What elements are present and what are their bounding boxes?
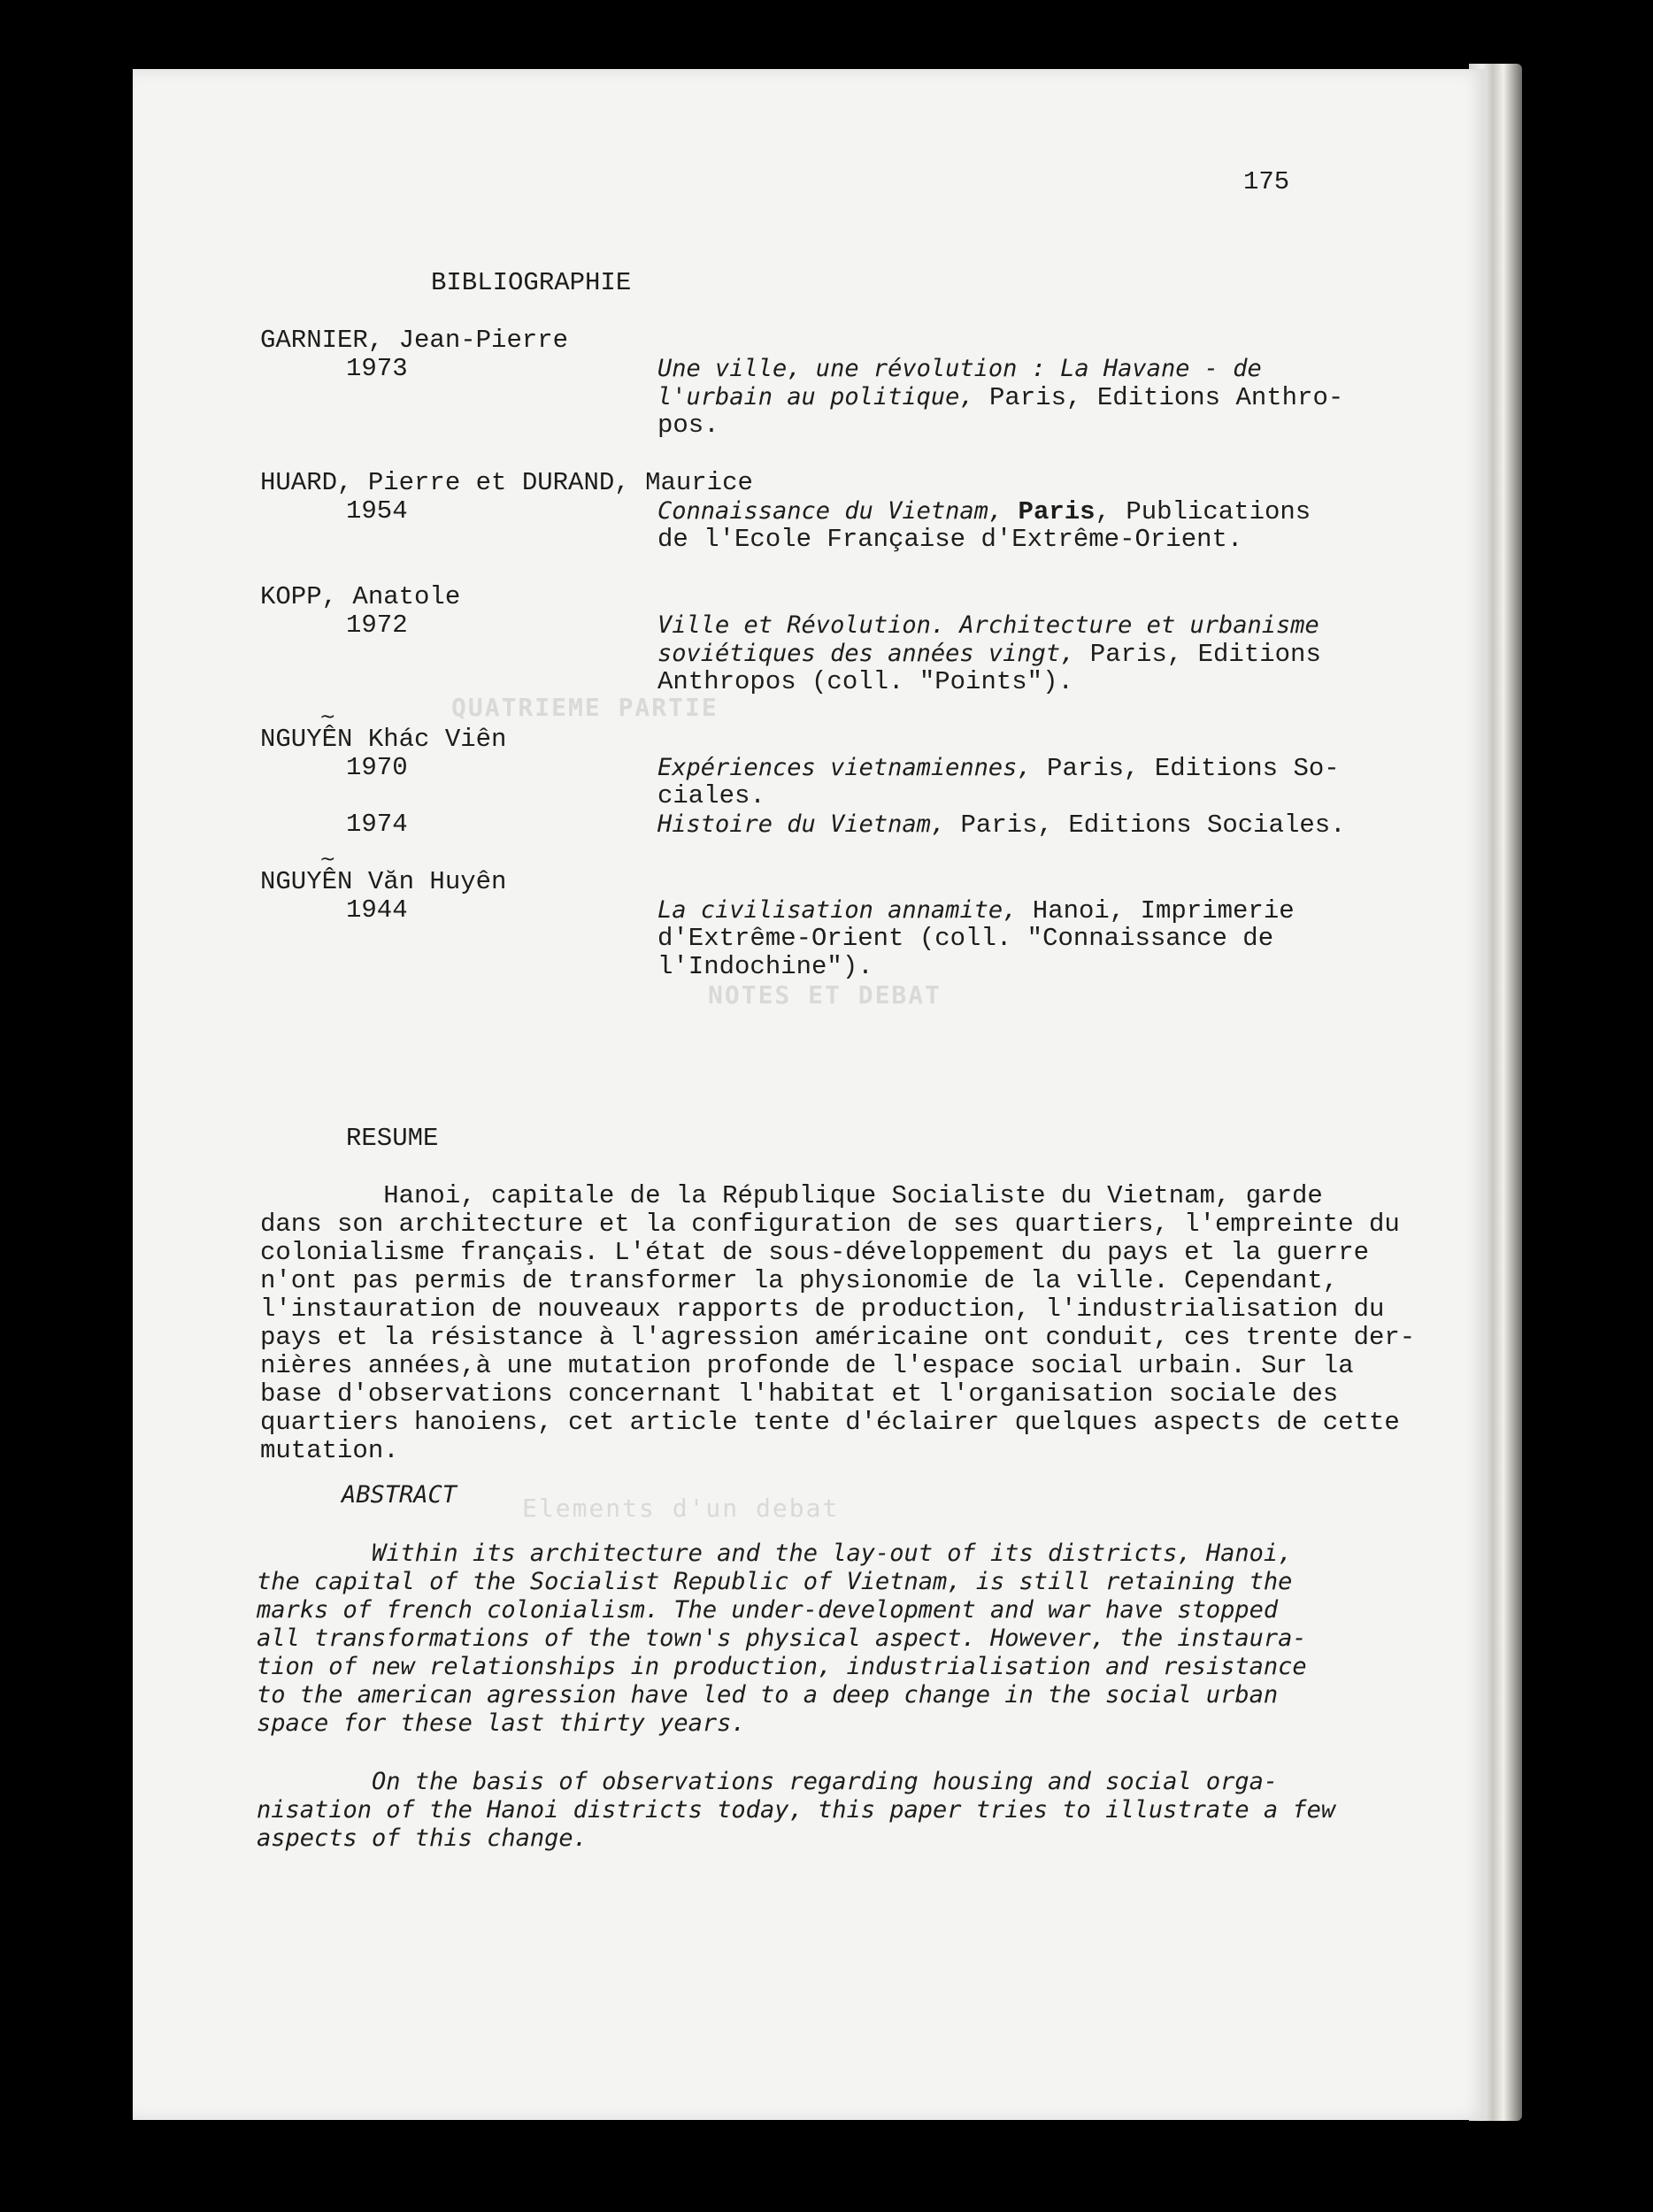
show-through-heading: NOTES ET DEBAT — [708, 980, 942, 1010]
bib-title-line: La civilisation annamite, Hanoi, Imprimerie — [657, 896, 1295, 926]
resume-line: Hanoi, capitale de la République Socialiste du Vietnam, garde — [260, 1181, 1323, 1210]
bib-title-line: Expériences vietnamiennes, Paris, Editions So- — [657, 754, 1340, 783]
bib-title-line: l'urbain au politique, Paris, Editions Anthro- — [657, 383, 1344, 412]
bib-year: 1974 — [346, 810, 408, 839]
bib-title-line: Histoire du Vietnam, Paris, Editions Sociales. — [657, 810, 1346, 840]
resume-title: RESUME — [346, 1124, 439, 1153]
bib-title-line: l'Indochine"). — [657, 952, 873, 981]
bib-year: 1954 — [346, 496, 408, 526]
bib-author: KOPP, Anatole — [260, 582, 461, 611]
resume-line: quartiers hanoiens, cet article tente d'éclairer quelques aspects de cette — [260, 1408, 1400, 1437]
abstract-line: all transformations of the town's physical aspect. However, the instaura- — [257, 1624, 1307, 1652]
bib-title-line: d'Extrême-Orient (coll. "Connaissance de — [657, 924, 1274, 953]
abstract-line: On the basis of observations regarding housing and social orga- — [257, 1768, 1279, 1795]
document-page — [133, 69, 1487, 2120]
abstract-line: tion of new relationships in production, industrialisation and resistance — [257, 1653, 1307, 1680]
abstract-line: to the american agression have led to a deep change in the social urban — [257, 1681, 1279, 1709]
show-through-heading: Elements d'un debat — [522, 1494, 840, 1523]
show-through-heading: QUATRIEME PARTIE — [451, 693, 719, 722]
bib-author: NGUYÊN Khác Viên — [260, 725, 507, 754]
page-number: 175 — [1243, 167, 1290, 196]
bib-title-line: ciales. — [657, 781, 765, 810]
bib-title-line: Anthropos (coll. "Points"). — [657, 667, 1073, 696]
bib-author: NGUYÊN Văn Huyên — [260, 867, 507, 896]
bib-title-line: de l'Ecole Française d'Extrême-Orient. — [657, 525, 1243, 554]
resume-line: colonialisme français. L'état de sous-développement du pays et la guerre — [260, 1238, 1370, 1267]
abstract-title: ABSTRACT — [342, 1481, 457, 1509]
bib-author: HUARD, Pierre et DURAND, Maurice — [260, 468, 753, 497]
abstract-line: aspects of this change. — [257, 1824, 588, 1852]
tilde-accent: ~ — [319, 706, 336, 728]
abstract-line: nisation of the Hanoi districts today, this paper tries to illustrate a few — [257, 1796, 1336, 1824]
bib-year: 1944 — [346, 895, 408, 925]
bib-author: GARNIER, Jean-Pierre — [260, 326, 569, 355]
bib-year: 1970 — [346, 753, 408, 782]
bib-title-line: pos. — [657, 411, 719, 440]
bib-title-line: Une ville, une révolution : La Havane - de — [657, 355, 1262, 382]
abstract-line: marks of french colonialism. The under-development and war have stopped — [257, 1596, 1279, 1624]
bibliography-title: BIBLIOGRAPHIE — [431, 268, 632, 297]
bib-year: 1972 — [346, 611, 408, 640]
bib-year: 1973 — [346, 354, 408, 383]
resume-line: l'instauration de nouveaux rapports de production, l'industrialisation du — [260, 1294, 1385, 1324]
tilde-accent: ~ — [319, 849, 336, 871]
abstract-line: the capital of the Socialist Republic of Vietnam, is still retaining the — [257, 1568, 1293, 1595]
bib-title-line: soviétiques des années vingt, Paris, Editions — [657, 640, 1321, 669]
bib-title-line: Ville et Révolution. Architecture et urbanisme — [657, 611, 1319, 639]
resume-line: n'ont pas permis de transformer la physionomie de la ville. Cependant, — [260, 1266, 1339, 1295]
abstract-line: Within its architecture and the lay-out of its districts, Hanoi, — [257, 1540, 1293, 1567]
resume-line: mutation. — [260, 1436, 399, 1465]
bib-title-line: Connaissance du Vietnam, Paris, Publications — [657, 497, 1311, 526]
resume-line: pays et la résistance à l'agression américaine ont conduit, ces trente der- — [260, 1323, 1416, 1352]
resume-line: dans son architecture et la configuration de ses quartiers, l'empreinte du — [260, 1210, 1400, 1239]
resume-line: nières années,à une mutation profonde de l'espace social urbain. Sur la — [260, 1351, 1354, 1380]
abstract-line: space for these last thirty years. — [257, 1709, 746, 1737]
resume-line: base d'observations concernant l'habitat et l'organisation sociale des — [260, 1379, 1339, 1409]
